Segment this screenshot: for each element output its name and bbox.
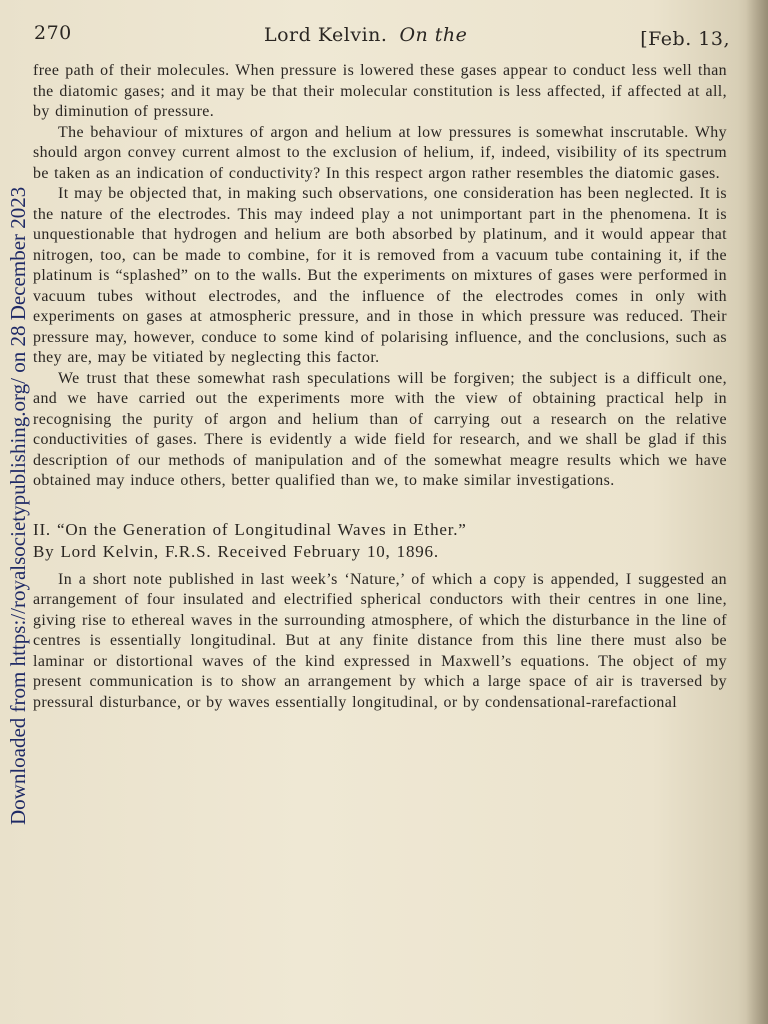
running-date: [Feb. 13, (640, 28, 730, 50)
running-title-author: Lord Kelvin. (264, 24, 388, 46)
article-title: II. “On the Generation of Longitudinal Waves in Ether.” (33, 519, 467, 539)
paragraph: The behaviour of mixtures of argon and helium at low pressures is somewhat inscrutable. Why should argon convey current almost to the exclusion of helium, if, indeed, visibility of its spectrum be taken as an indication of conductivity? In this respect argon rather resembles the diatomic gases. (33, 123, 727, 182)
download-watermark: Downloaded from https://royalsocietypublishing.org/ on 28 December 2023 (6, 186, 30, 825)
section-gap-small (33, 563, 727, 570)
page-number: 270 (34, 22, 72, 44)
paragraph-continued: free path of their molecules. When pressure is lowered these gases appear to conduct less well than the diatomic gases; and it may be that their molecular constitution is less affected, if affected at all, by diminution of pressure. (33, 62, 727, 120)
paragraph: It may be objected that, in making such observations, one consideration has been neglected. It is the nature of the electrodes. This may indeed play a not unimportant part in the phenomena. It is unquestionable that hydrogen and helium are both absorbed by platinum, and it would appear that nitrogen, too, can be made to combine, for it is removed from a vacuum tube containing it, if the platinum is “splashed” on to the walls. But the experiments on mixtures of gases were performed in vacuum tubes without electrodes, and the influence of the electrodes comes in only with experiments on gases at atmospheric pressure, and in those in which pressure was reduced. Their pressure may, however, conduce to some kind of polarising influence, and the conclusions, such as they are, may be vitiated by neglecting this factor. (33, 185, 727, 366)
article-paragraph: In a short note published in last week’s ‘Nature,’ of which a copy is appended, I suggested an arrangement of four insulated and electrified spherical conductors with their centres in one line, giving rise to ethereal waves in the surrounding atmosphere, of which the disturbance in the line of centres is essentially longitudinal. But at any finite distance from this line there must also be laminar or distortional waves of the kind expressed in Maxwell’s equations. The object of my present communication is to show an arrangement by which a large space of air is traversed by pressural disturbance, or by waves essentially longitudinal, or by condensational-rarefactional (33, 570, 727, 711)
paragraph: We trust that these somewhat rash speculations will be forgiven; the subject is a difficult one, and we have carried out the experiments more with the view of obtaining practical help in recognising the purity of argon and helium than of carrying out a research on the relative conductivities of gases. There is evidently a wide field for research, and we shall be glad if this description of our methods of manipulation and of the somewhat meagre results which we have obtained may induce others, better qualified than we, to make similar investigations. (33, 369, 727, 489)
page-header (34, 22, 730, 52)
article-byline: By Lord Kelvin, F.R.S. Received February 10, 1896. (33, 541, 439, 561)
page-edge-shadow (746, 0, 768, 1024)
body-text (33, 61, 727, 713)
running-title-italic: On the (399, 24, 468, 46)
running-title (264, 24, 467, 46)
section-gap (33, 492, 727, 519)
